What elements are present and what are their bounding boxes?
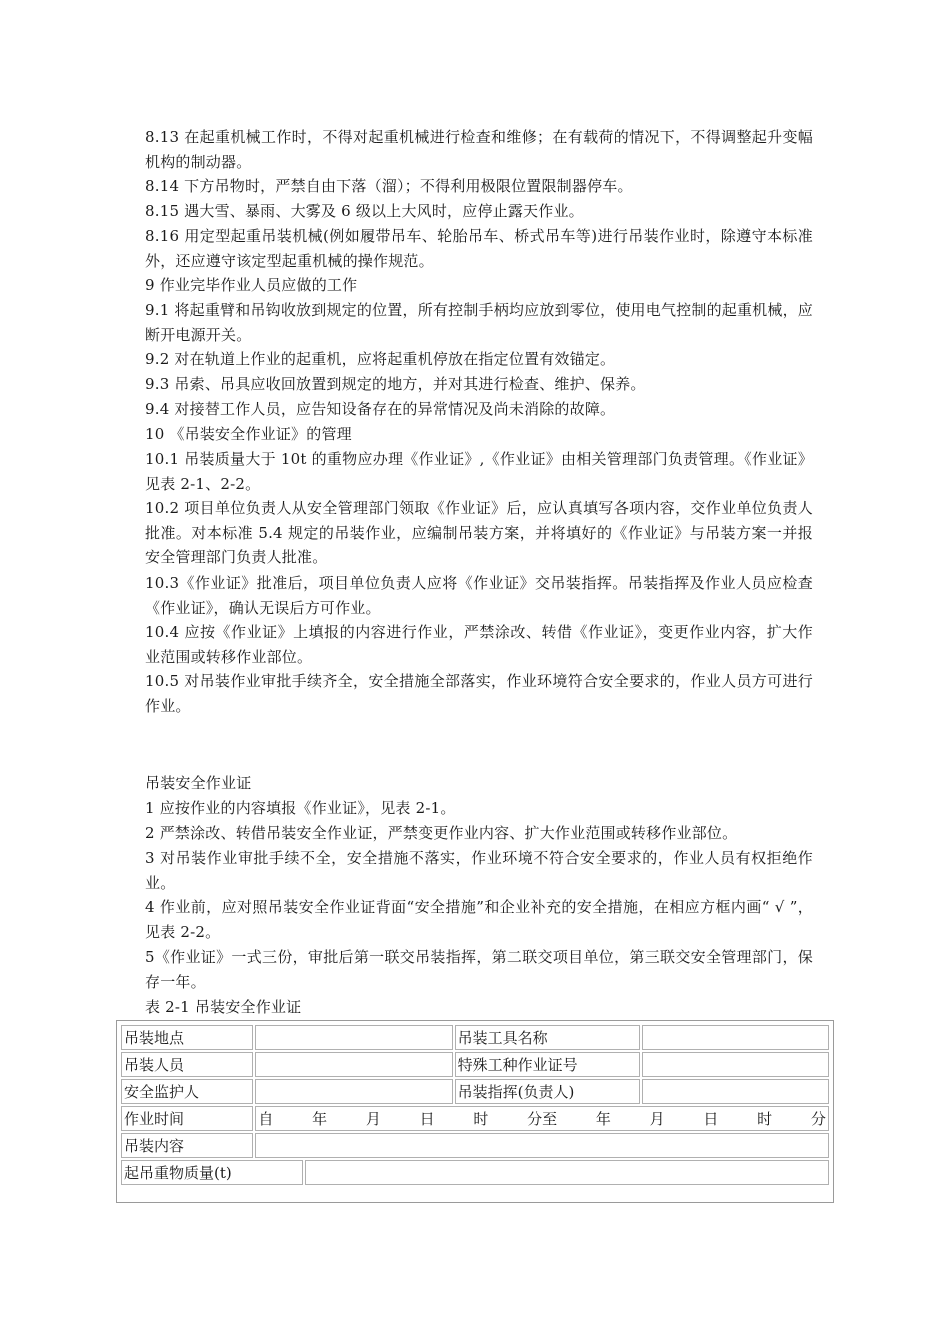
table-row xyxy=(121,1106,829,1131)
time-year: 年 xyxy=(312,1110,328,1128)
special-cert-field[interactable] xyxy=(642,1052,829,1077)
paragraph-10-3: 10.3《作业证》批准后，项目单位负责人应将《作业证》交吊装指挥。吊装指挥及作业人员应检查《作业证》，确认无误后方可作业。 xyxy=(145,574,813,617)
supervisor-field[interactable] xyxy=(255,1079,452,1104)
tool-name-label: 吊装工具名称 xyxy=(455,1025,640,1050)
section-heading-10: 10 《吊装安全作业证》的管理 xyxy=(145,425,352,443)
weight-label: 起吊重物质量(t) xyxy=(121,1160,303,1185)
paragraph-10-4: 10.4 应按《作业证》上填报的内容进行作业，严禁涂改、转借《作业证》，变更作业内容，扩大作业范围或转移作业部位。 xyxy=(145,623,813,666)
paragraph-10-1: 10.1 吊装质量大于 10t 的重物应办理《作业证》,《作业证》由相关管理部门负责管理。《作业证》见表 2-1、2-2。 xyxy=(145,450,813,493)
commander-label: 吊装指挥(负责人) xyxy=(455,1079,640,1104)
commander-field[interactable] xyxy=(642,1079,829,1104)
personnel-label: 吊装人员 xyxy=(121,1052,253,1077)
weight-field[interactable] xyxy=(305,1160,829,1185)
time-day: 日 xyxy=(419,1110,435,1128)
notice-item-5: 5《作业证》一式三份，审批后第一联交吊装指挥，第二联交项目单位，第三联交安全管理部门，保存一年。 xyxy=(145,948,813,991)
paragraph-8-15: 8.15 遇大雪、暴雨、大雾及 6 级以上大风时，应停止露天作业。 xyxy=(145,202,584,220)
table-row xyxy=(121,1052,829,1077)
time-month: 月 xyxy=(365,1110,381,1128)
time-end-month: 月 xyxy=(649,1110,665,1128)
supervisor-label: 安全监护人 xyxy=(121,1079,253,1104)
paragraph-9-3: 9.3 吊索、吊具应收回放置到规定的地方，并对其进行检查、维护、保养。 xyxy=(145,375,646,393)
work-time-field[interactable] xyxy=(255,1106,829,1131)
paragraph-8-14: 8.14 下方吊物时，严禁自由下落（溜）；不得利用极限位置限制器停车。 xyxy=(145,177,633,195)
paragraph-9-4: 9.4 对接替工作人员，应告知设备存在的异常情况及尚未消除的故障。 xyxy=(145,400,616,418)
paragraph-10-5: 10.5 对吊装作业审批手续齐全，安全措施全部落实，作业环境符合安全要求的，作业人员方可进行作业。 xyxy=(145,672,813,715)
tool-name-field[interactable] xyxy=(642,1025,829,1050)
table-row xyxy=(121,1160,829,1185)
work-time-label: 作业时间 xyxy=(121,1106,253,1131)
paragraph-8-13: 8.13 在起重机械工作时，不得对起重机械进行检查和维修；在有载荷的情况下，不得调整起升变幅机构的制动器。 xyxy=(145,128,813,171)
content-field[interactable] xyxy=(255,1133,829,1158)
content-label: 吊装内容 xyxy=(121,1133,253,1158)
time-hour: 时 xyxy=(473,1110,489,1128)
notice-item-3: 3 对吊装作业审批手续不全，安全措施不落实，作业环境不符合安全要求的，作业人员有权拒绝作业。 xyxy=(145,849,813,892)
table-caption: 表 2-1 吊装安全作业证 xyxy=(145,998,302,1016)
time-from: 自 xyxy=(258,1110,274,1128)
time-end-hour: 时 xyxy=(757,1110,773,1128)
notice-item-2: 2 严禁涂改、转借吊装安全作业证，严禁变更作业内容、扩大作业范围或转移作业部位。 xyxy=(145,824,738,842)
paragraph-8-16: 8.16 用定型起重吊装机械(例如履带吊车、轮胎吊车、桥式吊车等)进行吊装作业时，除遵守本标准外，还应遵守该定型起重机械的操作规范。 xyxy=(145,227,813,270)
notice-item-4: 4 作业前，应对照吊装安全作业证背面“安全措施”和企业补充的安全措施，在相应方框内画“ √ ”，见表 2-2。 xyxy=(145,898,813,941)
table-row xyxy=(121,1133,829,1158)
notice-item-1: 1 应按作业的内容填报《作业证》，见表 2-1。 xyxy=(145,799,456,817)
section-heading-9: 9 作业完毕作业人员应做的工作 xyxy=(145,276,358,294)
permit-table xyxy=(119,1023,831,1187)
permit-form xyxy=(116,1020,834,1203)
table-row xyxy=(121,1079,829,1104)
personnel-field[interactable] xyxy=(255,1052,452,1077)
special-cert-label: 特殊工种作业证号 xyxy=(455,1052,640,1077)
notice-title: 吊装安全作业证 xyxy=(145,774,252,792)
time-end-day: 日 xyxy=(703,1110,719,1128)
location-field[interactable] xyxy=(255,1025,452,1050)
table-row xyxy=(121,1025,829,1050)
paragraph-10-2: 10.2 项目单位负责人从安全管理部门领取《作业证》后，应认真填写各项内容，交作业单位负责人批准。对本标准 5.4 规定的吊装作业，应编制吊装方案，并将填好的《作业证》与吊装方案一并报安全管理部门负责人批准。 xyxy=(145,499,813,566)
time-minute-to: 分至 xyxy=(527,1110,558,1128)
time-end-minute: 分 xyxy=(810,1110,826,1128)
time-end-year: 年 xyxy=(595,1110,611,1128)
paragraph-9-1: 9.1 将起重臂和吊钩收放到规定的位置，所有控制手柄均应放到零位，使用电气控制的起重机械，应断开电源开关。 xyxy=(145,301,813,344)
paragraph-9-2: 9.2 对在轨道上作业的起重机，应将起重机停放在指定位置有效锚定。 xyxy=(145,350,616,368)
location-label: 吊装地点 xyxy=(121,1025,253,1050)
